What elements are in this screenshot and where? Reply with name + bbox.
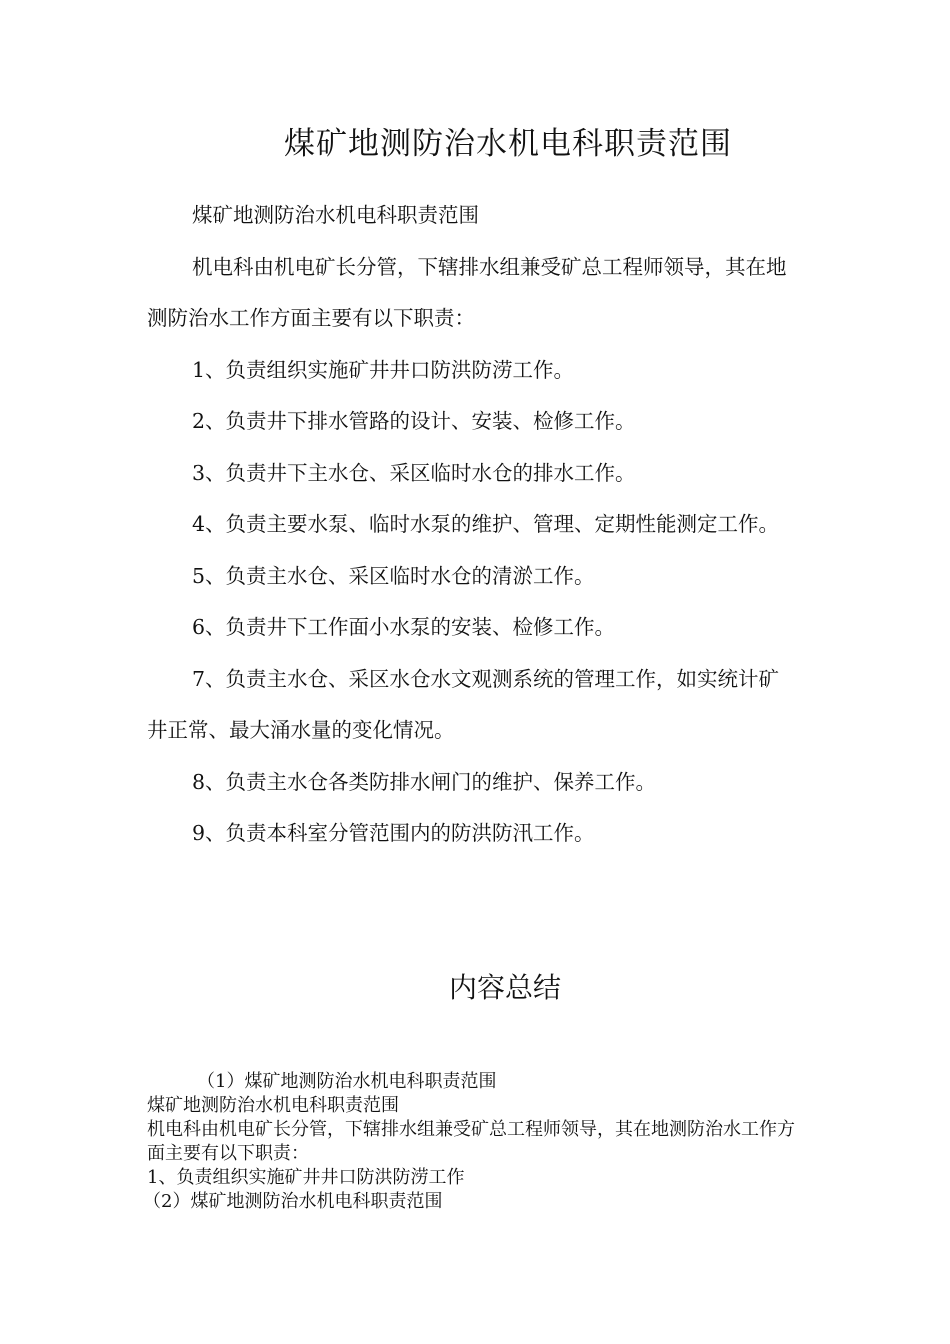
duty-item-3: 3、负责井下主水仓、采区临时水仓的排水工作。 bbox=[192, 460, 636, 485]
document-body bbox=[147, 190, 797, 860]
summary-line-4: 1、负责组织实施矿井井口防洪防涝工作 bbox=[147, 1167, 465, 1188]
duty-item-6: 6、负责井下工作面小水泵的安装、检修工作。 bbox=[192, 615, 616, 639]
duty-item-5: 5、负责主水仓、采区临时水仓的清淤工作。 bbox=[192, 563, 595, 588]
duty-item-4: 4、负责主要水泵、临时水泵的维护、管理、定期性能测定工作。 bbox=[192, 512, 780, 536]
summary-line-2: 煤矿地测防治水机电科职责范围 bbox=[147, 1095, 399, 1116]
paragraph-intro: 机电科由机电矿长分管，下辖排水组兼受矿总工程师领导，其在地测防治水工作方面主要有以下职责： bbox=[147, 254, 787, 330]
summary-title: 内容总结 bbox=[448, 971, 561, 1004]
paragraph-heading: 煤矿地测防治水机电科职责范围 bbox=[192, 203, 479, 227]
summary-line-1: （1）煤矿地测防治水机电科职责范围 bbox=[197, 1071, 497, 1092]
duty-item-7: 7、负责主水仓、采区水仓水文观测系统的管理工作，如实统计矿井正常、最大涌水量的变化情况。 bbox=[147, 666, 780, 742]
duty-item-8: 8、负责主水仓各类防排水闸门的维护、保养工作。 bbox=[192, 769, 657, 794]
document-title: 煤矿地测防治水机电科职责范围 bbox=[284, 126, 732, 162]
summary-line-5: （2）煤矿地测防治水机电科职责范围 bbox=[143, 1191, 443, 1212]
duty-item-2: 2、负责井下排水管路的设计、安装、检修工作。 bbox=[192, 409, 636, 433]
summary-section bbox=[143, 1070, 799, 1214]
summary-line-3: 机电科由机电矿长分管，下辖排水组兼受矿总工程师领导，其在地测防治水工作方面主要有以下职责： bbox=[147, 1119, 795, 1164]
duty-item-9: 9、负责本科室分管范围内的防洪防汛工作。 bbox=[192, 821, 595, 845]
duty-item-1: 1、负责组织实施矿井井口防洪防涝工作。 bbox=[192, 357, 575, 382]
